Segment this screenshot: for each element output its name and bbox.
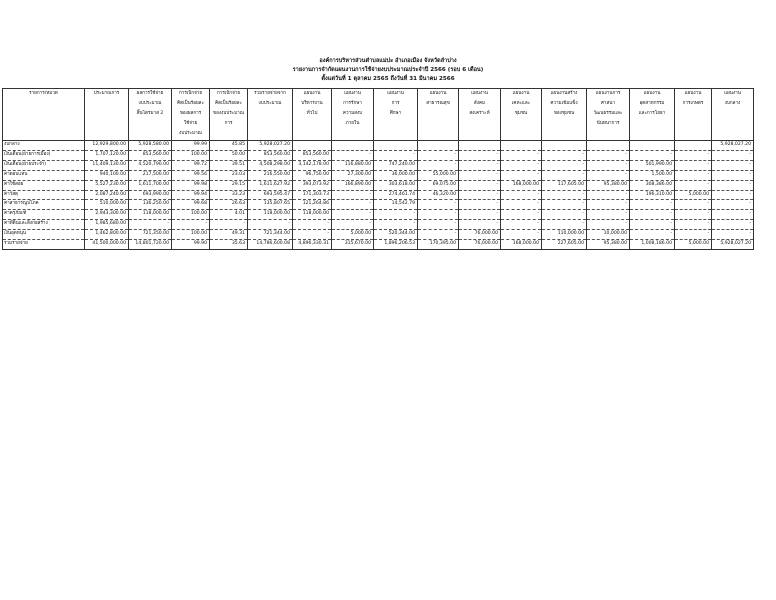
column-header-line: คิดเป็นร้อยละ [177, 101, 204, 106]
value-cell: - [712, 170, 754, 180]
value-cell: 29.15 [210, 180, 248, 190]
value-cell: - [418, 210, 459, 220]
value-cell: - [630, 230, 675, 240]
value-cell: - [293, 220, 332, 230]
column-header-line: ผลการใช้จ่าย [136, 91, 164, 96]
value-cell: 1,985,680.00 [85, 220, 129, 230]
value-cell: - [675, 220, 712, 230]
value-cell: - [712, 200, 754, 210]
row-label-cell: งบกลาง [3, 141, 85, 151]
column-header-line: งบกลาง [724, 101, 741, 106]
value-cell: - [675, 160, 712, 170]
value-cell: 55,000.00 [418, 170, 459, 180]
column-header-line: ของชุมชน [553, 111, 575, 116]
value-cell: - [630, 210, 675, 220]
value-cell: - [418, 230, 459, 240]
column-header-line: สิ้นไตรมาส 2 [136, 111, 164, 116]
value-cell: - [501, 160, 542, 170]
column-header-line: การเบิกจ่าย [216, 91, 241, 96]
table-row [3, 220, 754, 230]
value-cell: 170,395.00 [418, 240, 459, 250]
column-header-line: แผนงาน [643, 91, 661, 96]
value-cell: 10,000.00 [587, 230, 630, 240]
value-cell: - [459, 170, 501, 180]
value-cell: 99.99 [172, 141, 210, 151]
value-cell: 1,896,206.53 [374, 240, 418, 250]
value-cell: 35.63 [210, 240, 248, 250]
table-row [3, 150, 754, 160]
value-cell [675, 141, 712, 151]
value-cell: - [587, 220, 630, 230]
column-header-line: แผนงาน [387, 91, 404, 96]
value-cell: - [172, 220, 210, 230]
column-header [332, 89, 374, 141]
value-cell: 501,990.00 [630, 160, 675, 170]
value-cell: 33.23 [210, 190, 248, 200]
row-label-cell: เงินเดือน(ฝ่ายประจำ) [3, 160, 85, 170]
value-cell [332, 141, 374, 151]
column-header-line: ศาสนา [600, 101, 616, 106]
column-header [129, 89, 172, 141]
column-header-line: ความสงบ [342, 111, 363, 116]
row-label-cell: เงินอุดหนุน [3, 230, 85, 240]
value-cell: - [501, 200, 542, 210]
value-cell [501, 141, 542, 151]
table-row [3, 141, 754, 151]
value-cell: 2,943,300.00 [85, 210, 129, 220]
value-cell: 95,380.00 [587, 180, 630, 190]
column-header-line: งบประมาณ [138, 101, 162, 106]
value-cell: - [542, 200, 587, 210]
table-row [3, 200, 754, 210]
value-cell: - [675, 170, 712, 180]
column-header [587, 89, 630, 141]
value-cell: - [712, 190, 754, 200]
value-cell [587, 141, 630, 151]
value-cell: 4,520,790.00 [129, 160, 172, 170]
value-cell: 3,142,178.00 [293, 160, 332, 170]
value-cell: 99.90 [172, 240, 210, 250]
value-cell: 14,801,720.00 [129, 240, 172, 250]
column-header-line: และการโยธา [638, 111, 666, 116]
value-cell [293, 141, 332, 151]
value-cell: - [501, 220, 542, 230]
value-cell: - [675, 150, 712, 160]
column-header-line: ของงบประมาณ [212, 111, 245, 116]
value-cell [459, 141, 501, 151]
value-cell: 274,461.74 [374, 190, 418, 200]
value-cell: 100.00 [172, 150, 210, 160]
column-header-line: นันทนาการ [596, 121, 620, 126]
value-cell: 166,890.00 [332, 180, 374, 190]
value-cell: 1,008,186.00 [630, 240, 675, 250]
value-cell: - [712, 180, 754, 190]
value-cell: - [630, 150, 675, 160]
value-cell: 747,240.00 [374, 160, 418, 170]
value-cell: 118,000.00 [129, 210, 172, 220]
column-header-line: สงเคราะห์ [469, 111, 490, 116]
table-row [3, 160, 754, 170]
value-cell: 5,928,580.00 [129, 141, 172, 151]
value-cell: 99.56 [172, 170, 210, 180]
column-header-line: การเบิกจ่าย [178, 91, 203, 96]
value-cell: - [332, 190, 374, 200]
value-cell: 100.00 [172, 210, 210, 220]
column-header-line: การรักษา [343, 101, 362, 106]
value-cell: - [587, 160, 630, 170]
value-cell: 693,595.47 [248, 190, 293, 200]
value-cell: - [542, 210, 587, 220]
column-header-line: เคหะและ [511, 101, 531, 106]
value-cell: - [418, 200, 459, 210]
table-row [3, 180, 754, 190]
row-label-cell: ค่าสาธารณูปโภค [3, 200, 85, 210]
value-cell: 69,075.00 [418, 180, 459, 190]
column-header-line: อุตสาหกรรม [639, 101, 665, 106]
value-cell: 5,527,230.00 [85, 180, 129, 190]
value-cell: - [675, 230, 712, 240]
column-header [210, 89, 248, 141]
column-header [542, 89, 587, 141]
value-cell: 4,508,298.00 [248, 160, 293, 170]
value-cell: 168,000.00 [501, 180, 542, 190]
column-header-line: วัฒนธรรมและ [593, 111, 623, 116]
row-label-cell: ค่าตอบแทน [3, 170, 85, 180]
value-cell: - [542, 150, 587, 160]
value-cell [542, 141, 587, 151]
column-header [248, 89, 293, 141]
value-cell: - [542, 190, 587, 200]
value-cell: 5,928,027.20 [712, 240, 754, 250]
column-header-line: ของผลการ [179, 111, 202, 116]
value-cell [374, 141, 418, 151]
value-cell: - [459, 200, 501, 210]
column-header-line: การเกษตร [682, 101, 704, 106]
value-cell: 96,750.00 [293, 170, 332, 180]
column-header [85, 89, 129, 141]
table-row [3, 210, 754, 220]
column-header [374, 89, 418, 141]
value-cell: - [459, 160, 501, 170]
value-cell: 76,000.00 [459, 230, 501, 240]
column-header-line: คิดเป็นร้อยละ [215, 101, 242, 106]
value-cell: 50.00 [210, 150, 248, 160]
value-cell: - [675, 200, 712, 210]
value-cell: 23.03 [210, 170, 248, 180]
column-header-line: ประมาณการ [93, 91, 120, 96]
value-cell: 4,896,330.31 [293, 240, 332, 250]
table-row [3, 230, 754, 240]
value-cell: 99.68 [172, 200, 210, 210]
value-cell: - [712, 230, 754, 240]
value-cell: - [712, 220, 754, 230]
value-cell: 1,500.00 [630, 170, 675, 180]
value-cell: 14,786,600.08 [248, 240, 293, 250]
value-cell: 99.94 [172, 190, 210, 200]
column-header-line: แผนงาน [303, 91, 321, 96]
value-cell: - [542, 160, 587, 170]
value-cell: 99.72 [172, 160, 210, 170]
value-cell: 853,560.00 [248, 150, 293, 160]
row-label-cell: ค่าที่ดินและสิ่งก่อสร้าง [3, 220, 85, 230]
column-header-line: ศึกษา [389, 111, 402, 116]
value-cell: 135,807.65 [248, 200, 293, 210]
value-cell: - [587, 150, 630, 160]
value-cell: 393,073.92 [293, 180, 332, 190]
value-cell: 2,087,240.00 [85, 190, 129, 200]
value-cell: 520,344.00 [374, 230, 418, 240]
column-header-line: ความเข้มแข็ง [550, 101, 578, 106]
column-header-line: แผนงาน [724, 91, 741, 96]
column-header [172, 89, 210, 141]
row-label-cell: ค่าวัสดุ [3, 190, 85, 200]
column-header [418, 89, 459, 141]
budget-report-table [2, 88, 754, 250]
value-cell: 227,605.00 [542, 240, 587, 250]
value-cell: - [587, 190, 630, 200]
column-header [3, 89, 85, 141]
value-cell: 303,618.00 [374, 180, 418, 190]
column-header-line: รวมรายจ่ายจาก [254, 91, 286, 96]
value-cell: 693,990.00 [129, 190, 172, 200]
value-cell: - [587, 210, 630, 220]
column-header-line: สังคม [473, 101, 486, 106]
column-header-line: ชุมชน [514, 111, 528, 116]
value-cell: 12,929,800.00 [85, 141, 129, 151]
value-cell: 118,000.00 [293, 210, 332, 220]
table-row [3, 170, 754, 180]
column-header-line: แผนงาน [471, 91, 488, 96]
report-period: ตั้งแต่วันที่ 1 ตุลาคม 2565 ถึงวันที่ 31 มีนาคม 2566 [321, 76, 455, 83]
column-header [630, 89, 675, 141]
value-cell: - [501, 230, 542, 240]
value-cell: 5,000.00 [675, 240, 712, 250]
value-cell: 36,000.00 [374, 170, 418, 180]
value-cell: 76,000.00 [459, 240, 501, 250]
value-cell: - [675, 180, 712, 190]
value-cell: - [542, 220, 587, 230]
value-cell [630, 141, 675, 151]
row-label-cell: ค่าครุภัณฑ์ [3, 210, 85, 220]
header-row [3, 89, 754, 141]
value-cell: - [418, 160, 459, 170]
value-cell: 5,928,027.20 [712, 141, 754, 151]
value-cell: 49.31 [210, 230, 248, 240]
value-cell: 5,000.00 [675, 190, 712, 200]
value-cell: 5,000.00 [332, 230, 374, 240]
value-cell: 1,462,800.00 [85, 230, 129, 240]
value-cell: 121,264.86 [293, 200, 332, 210]
row-label-cell: ค่าใช้สอย [3, 180, 85, 190]
value-cell: 100.00 [172, 230, 210, 240]
value-cell: 853,560.00 [129, 150, 172, 160]
value-cell: - [459, 150, 501, 160]
value-cell: - [459, 180, 501, 190]
value-cell: - [332, 210, 374, 220]
value-cell: 45.85 [210, 141, 248, 151]
column-header-line: บริหารงาน [301, 101, 323, 106]
column-header-line: งบประมาณ [258, 101, 282, 106]
value-cell: - [374, 150, 418, 160]
total-row [3, 240, 754, 250]
value-cell: - [418, 150, 459, 160]
column-header-line: สาธารณสุข [426, 101, 450, 106]
value-cell: - [501, 190, 542, 200]
row-label-cell: รวมรายจ่าย [3, 240, 85, 250]
value-cell: - [712, 150, 754, 160]
value-cell: 14,542.79 [374, 200, 418, 210]
column-header [675, 89, 712, 141]
value-cell: - [712, 160, 754, 170]
value-cell: 721,344.00 [248, 230, 293, 240]
value-cell: 116,880.00 [332, 160, 374, 170]
value-cell: - [630, 200, 675, 210]
value-cell: - [332, 150, 374, 160]
value-cell: 11,409,130.00 [85, 160, 129, 170]
value-cell: - [374, 210, 418, 220]
value-cell: - [587, 170, 630, 180]
value-cell: 853,560.00 [293, 150, 332, 160]
value-cell: 27,300.00 [332, 170, 374, 180]
value-cell: 5,928,027.20 [248, 141, 293, 151]
column-header [459, 89, 501, 141]
column-header-line: แผนงาน [344, 91, 361, 96]
value-cell: 39.51 [210, 160, 248, 170]
column-header-line: แผนงาน [429, 91, 447, 96]
value-cell: 308,386.00 [630, 180, 675, 190]
value-cell: - [248, 220, 293, 230]
value-cell: 171,303.73 [293, 190, 332, 200]
value-cell: 136,250.00 [129, 200, 172, 210]
column-header-line: การ [224, 121, 233, 126]
value-cell: 940,100.00 [85, 170, 129, 180]
value-cell: 1,707,120.00 [85, 150, 129, 160]
value-cell: 196,310.00 [630, 190, 675, 200]
column-header-line: ใช้จ่าย [183, 121, 198, 126]
table-row [3, 190, 754, 200]
column-header [712, 89, 754, 141]
value-cell: 4.01 [210, 210, 248, 220]
column-header-line: งบประมาณ [179, 131, 202, 136]
value-cell: 110,000.00 [542, 230, 587, 240]
value-cell: 315,670.00 [332, 240, 374, 250]
report-title-block [0, 57, 776, 85]
value-cell: 1,611,627.92 [248, 180, 293, 190]
value-cell: 26.63 [210, 200, 248, 210]
value-cell: - [374, 220, 418, 230]
value-cell: - [129, 220, 172, 230]
value-cell: 117,605.00 [542, 180, 587, 190]
value-cell: - [210, 220, 248, 230]
value-cell: - [501, 170, 542, 180]
value-cell: - [459, 220, 501, 230]
value-cell: - [293, 230, 332, 240]
value-cell: - [459, 190, 501, 200]
column-header-line: แผนงานสร้าง [550, 91, 578, 96]
table-body [3, 141, 754, 250]
column-header-line: แผนงาน [684, 91, 702, 96]
column-header-line: แผนงาน [512, 91, 530, 96]
value-cell: - [675, 210, 712, 220]
org-name: องค์การบริหารส่วนตำบลแม่ปะ อำเภอเมือง จังหวัดลำปาง [319, 58, 457, 64]
column-header-line: แผนงานการ [595, 91, 621, 96]
value-cell: - [501, 150, 542, 160]
value-cell: 46,320.00 [418, 190, 459, 200]
column-header [293, 89, 332, 141]
column-header-line: ทั่วไป [306, 111, 318, 116]
value-cell: 216,550.00 [248, 170, 293, 180]
column-header-line: รายการ/หมวด [29, 91, 58, 96]
value-cell: - [501, 210, 542, 220]
value-cell: 168,000.00 [501, 240, 542, 250]
value-cell: 721,350.00 [129, 230, 172, 240]
value-cell: - [712, 210, 754, 220]
value-cell: - [332, 200, 374, 210]
value-cell: - [630, 220, 675, 230]
report-title: รายงานการจำกัดแผนงานการใช้จ่ายงบประมาณประจำปี 2566 (รอบ 6 เดือน) [292, 67, 484, 74]
value-cell: 99.98 [172, 180, 210, 190]
value-cell: 95,380.00 [587, 240, 630, 250]
value-cell: - [542, 170, 587, 180]
value-cell: 510,000.00 [85, 200, 129, 210]
column-header-line: ภายใน [345, 121, 360, 126]
column-header-line: การ [391, 101, 400, 106]
value-cell: - [587, 200, 630, 210]
value-cell: - [418, 220, 459, 230]
row-label-cell: เงินเดือน(ฝ่ายการเมือง) [3, 150, 85, 160]
value-cell: 217,500.00 [129, 170, 172, 180]
value-cell: 1,611,700.00 [129, 180, 172, 190]
value-cell: 41,500,000.00 [85, 240, 129, 250]
column-header [501, 89, 542, 141]
value-cell: 118,000.00 [248, 210, 293, 220]
value-cell: - [459, 210, 501, 220]
value-cell: - [332, 220, 374, 230]
value-cell [418, 141, 459, 151]
